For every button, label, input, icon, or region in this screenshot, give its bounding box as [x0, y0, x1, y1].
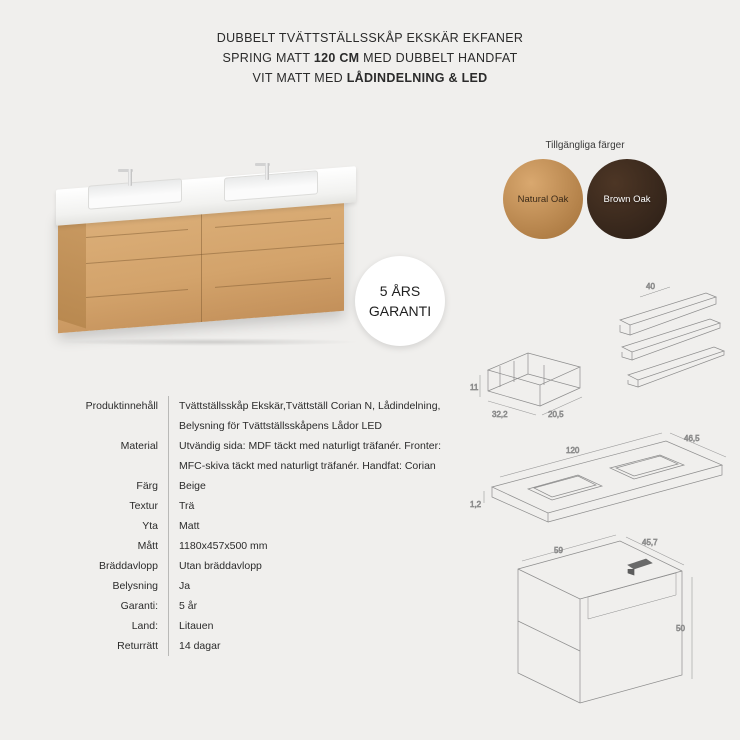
dim-cabinet-height: 50 [676, 624, 685, 633]
drawing-countertop-dimensions [484, 433, 726, 503]
dim-drawer-width: 32,2 [492, 410, 508, 419]
dim-countertop-thickness: 1,2 [470, 500, 482, 509]
title-line-3 [0, 68, 740, 88]
table-row [54, 596, 484, 616]
spec-value: Ja [168, 576, 484, 596]
drawing-led-rails [620, 287, 724, 387]
table-row [54, 476, 484, 496]
spec-value: Utan bräddavlopp [168, 556, 484, 576]
table-row [54, 616, 484, 636]
spec-label: Färg [136, 480, 158, 492]
spec-value: Matt [168, 516, 484, 536]
table-row [54, 636, 484, 656]
drawer-handle-lower-right [215, 278, 331, 288]
drawing-cabinet-dimensions [522, 535, 692, 679]
drawer-divider-vertical [201, 202, 202, 322]
table-row [54, 516, 484, 536]
title-line-1-text: DUBBELT TVÄTTSTÄLLSSKÅP EKSKÄR EKFANER [216, 31, 524, 45]
title-line-2-text-c: MED DUBBELT HANDFAT [359, 51, 518, 65]
photo-shadow [60, 338, 360, 346]
color-swatch-brown-oak[interactable] [587, 159, 667, 239]
title-line-3-text-a: VIT MATT MED [252, 71, 347, 85]
spec-value-line-2: Belysning för Tvättställsskåpens Lådor LED [179, 420, 382, 432]
table-row [54, 396, 484, 436]
title-line-1 [0, 28, 740, 48]
table-row [54, 436, 484, 476]
table-row [54, 536, 484, 556]
available-colors [495, 140, 675, 239]
dim-drawer-depth: 20,5 [548, 410, 564, 419]
spec-label: Belysning [112, 580, 158, 592]
dim-drawer-height: 11 [470, 383, 479, 392]
specification-table [54, 396, 484, 656]
spec-label: Garanti: [120, 600, 158, 612]
page-title [0, 28, 740, 88]
table-row [54, 556, 484, 576]
drawing-drawer-dimensions [480, 375, 582, 415]
product-photo [40, 160, 400, 360]
warranty-badge [355, 256, 445, 346]
spec-value-line-1: Utvändig sida: MDF täckt med naturligt träfanér. Fronter: [179, 440, 442, 452]
spec-label: Textur [129, 500, 158, 512]
drawer-handle-upper-right [215, 218, 331, 228]
title-line-2-text-a: SPRING MATT [222, 51, 314, 65]
title-line-2-text-b: 120 CM [313, 51, 360, 65]
spec-value-line-2: MFC-skiva täckt med naturligt träfanér. Handfat: Corian [179, 460, 436, 472]
spec-value: Beige [168, 476, 484, 496]
faucet-right [265, 163, 269, 180]
drawing-drawer-organizer [488, 353, 580, 406]
color-swatch-natural-oak-label: Natural Oak [517, 193, 569, 205]
table-row [54, 496, 484, 516]
spec-value: 5 år [168, 596, 484, 616]
available-colors-title: Tillgängliga färger [545, 140, 625, 151]
spec-label: Returrätt [117, 640, 158, 652]
spec-label: Bräddavlopp [99, 560, 158, 572]
color-swatch-list [495, 159, 675, 239]
faucet-left [128, 169, 132, 186]
spec-label: Material [120, 440, 158, 452]
spec-value [168, 396, 484, 436]
title-line-2 [0, 48, 740, 68]
spec-value: Trä [168, 496, 484, 516]
drawer-handle-lower-left [72, 289, 188, 299]
spec-label: Land: [131, 620, 158, 632]
dim-countertop-width: 120 [566, 446, 580, 455]
spec-value: 1180x457x500 mm [168, 536, 484, 556]
dim-cabinet-depth: 45,7 [642, 538, 658, 547]
dim-countertop-depth: 46,5 [684, 434, 700, 443]
technical-drawings-svg [470, 275, 735, 715]
spec-value: 14 dagar [168, 636, 484, 656]
drawer-handle-upper-left [72, 229, 188, 239]
technical-drawings [470, 275, 735, 715]
spec-value-line-1: Tvättställsskåp Ekskär,Tvättställ Corian N, Lådindelning, [179, 400, 441, 412]
spec-value: Litauen [168, 616, 484, 636]
warranty-badge-line-2: GARANTI [368, 303, 432, 319]
dim-rail-length: 40 [646, 282, 655, 291]
drawing-countertop [492, 441, 722, 522]
warranty-badge-line-1: 5 ÅRS [379, 283, 421, 299]
spec-label: Yta [142, 520, 158, 532]
spec-value [168, 436, 484, 476]
table-row [54, 576, 484, 596]
title-line-3-text-b: LÅDINDELNING & LED [346, 71, 488, 85]
color-swatch-brown-oak-label: Brown Oak [603, 193, 651, 205]
dim-cabinet-front: 59 [554, 546, 563, 555]
spec-label: Mått [137, 540, 158, 552]
spec-label: Produktinnehåll [85, 400, 158, 412]
color-swatch-natural-oak[interactable] [503, 159, 583, 239]
drawing-cabinet [518, 541, 682, 713]
